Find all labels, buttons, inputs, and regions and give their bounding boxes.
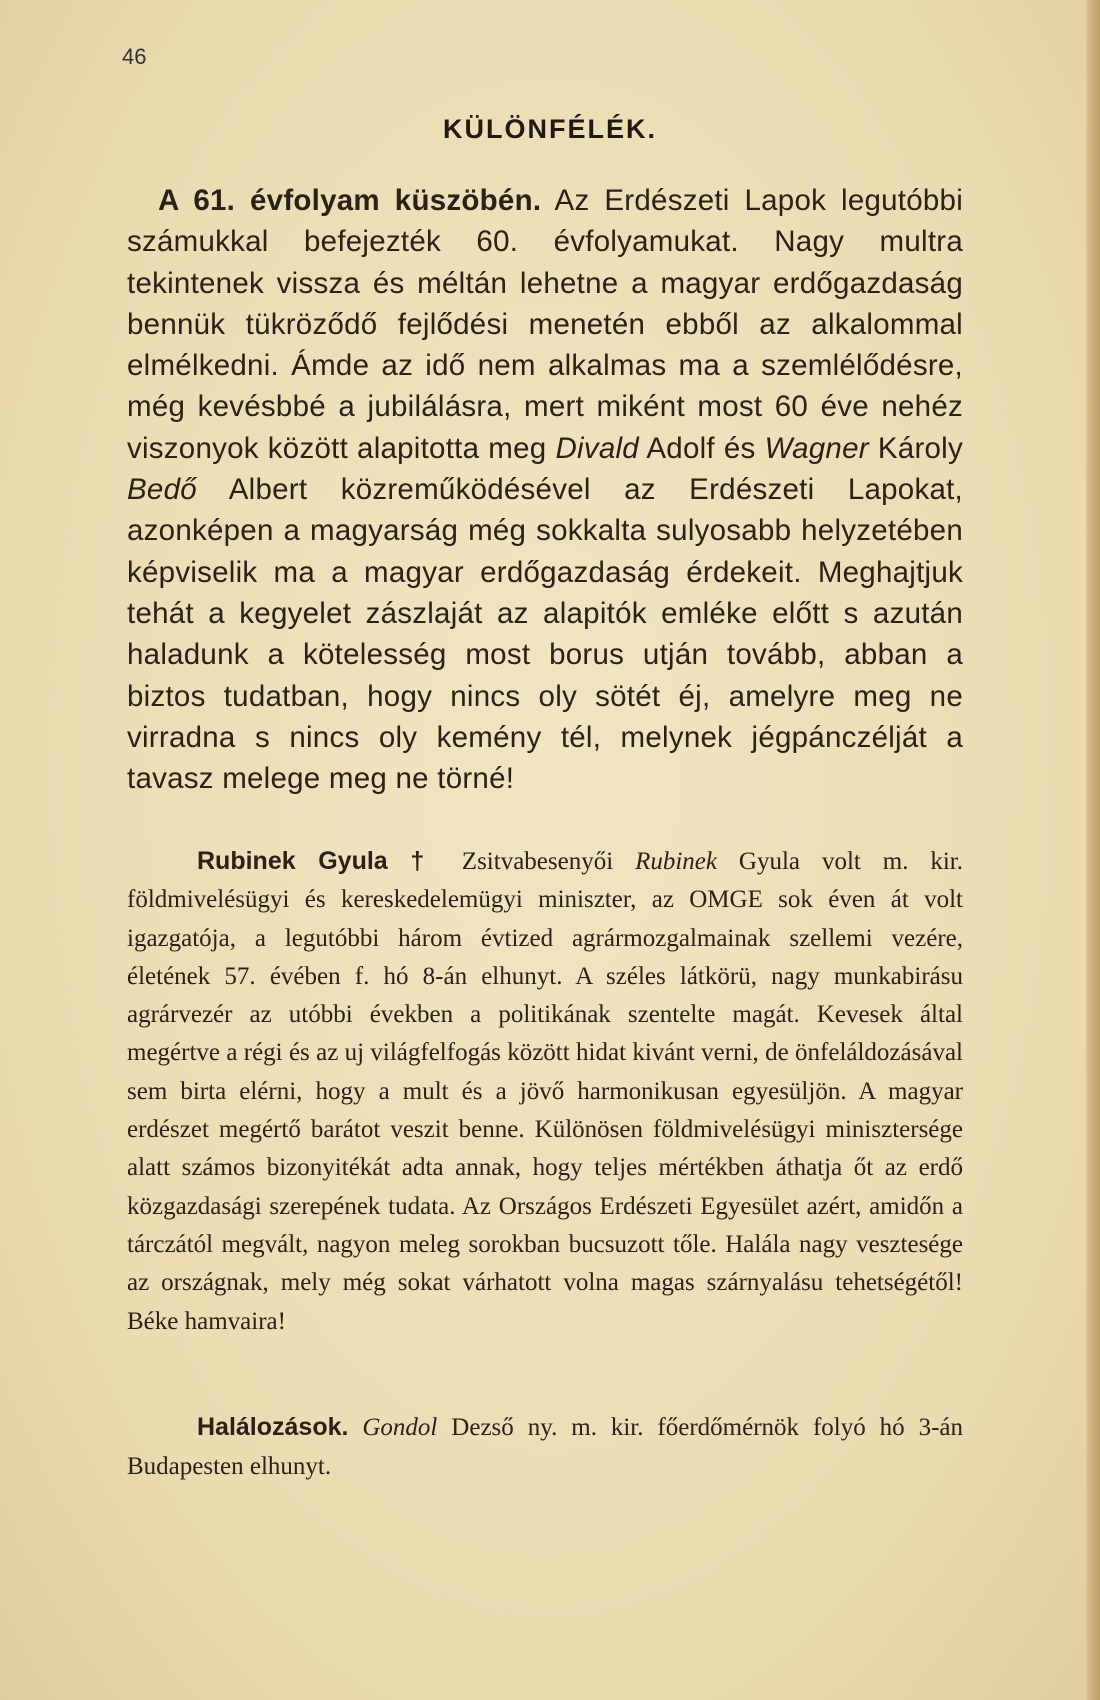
article-halalozasok bbox=[127, 1408, 963, 1486]
article-lead: Halálozások. bbox=[197, 1413, 349, 1441]
article-text: Zsitvabesenyői bbox=[439, 848, 636, 875]
person-name: Divald bbox=[555, 431, 639, 465]
person-name: Rubinek bbox=[635, 848, 718, 875]
person-name: Gondol bbox=[362, 1414, 438, 1441]
article-lead: Rubinek Gyula † bbox=[197, 847, 440, 875]
person-name: Bedő bbox=[127, 473, 197, 507]
section-heading: KÜLÖNFÉLÉK. bbox=[443, 114, 657, 144]
article-text: Albert közreműködésével az Erdészeti Lapokat, azonképen a magyarság még sokkalta sulyosabb helyzetében képviselik ma a magyar erdőgazdaság érdekeit. Meghajtjuk tehát a kegyelet zászlaját az alapitók emléke előtt s azután haladunk a kötelesség most borus utján tovább, abban a biztos tudatban, hogy nincs oly sötét éj, amelyre meg ne virradna s nincs oly kemény tél, melynek jégpánczélját a tavasz melege meg ne törné! bbox=[127, 473, 963, 796]
article-lead: A 61. évfolyam küszöbén. bbox=[158, 184, 542, 217]
article-text: Gyula volt m. kir. földmivelésügyi és kereskedelemügyi miniszter, az OMGE sok éven át volt igazgatója, a legutóbbi három évtized agrármozgalmainak szellemi vezére, életének 57. évében f. hó 8-án elhunyt. A széles látkörü, nagy munkabirásu agrárvezér az utóbbi években a politikának szentelte magát. Kevesek által megértve a régi és az uj világfelfogás között hidat kivánt verni, de önfeláldozásával sem birta elérni, hogy a mult és a jövő harmonikusan egyesüljön. A magyar erdészet megértő barátot veszit benne. Különösen földmivelésügyi minisztersége alatt számos bizonyitékát adta annak, hogy teljes mértékben áthatja őt az erdő közgazdasági szerepének tudata. Az Országos Erdészeti Egyesület azért, amidőn a tárczától megvált, nagyon meleg sorokban bucsuzott tőle. Halála nagy vesztesége az országnak, mely még sokat várhatott volna magas szárnyalásu tehetségétől! Béke hamvaira! bbox=[127, 848, 964, 1335]
article-text: Az Erdészeti Lapok legutóbbi számukkal befejezték 60. évfolyamukat. Nagy multra tekintenek vissza és méltán lehetne a magyar erdőgazdaság bennük tükröződő fejlődési menetén ebből az alkalommal elmélkedni. Ámde az idő nem alkalmas ma a szemlélődésre, még kevésbbé a jubilálásra, mert miként most 60 éve nehéz viszonyok között alapitotta meg bbox=[127, 184, 964, 465]
page-number: 46 bbox=[122, 44, 147, 69]
article-text: Károly bbox=[868, 431, 963, 465]
article-rubinek bbox=[127, 842, 963, 1341]
person-name: Wagner bbox=[764, 431, 869, 465]
article-evfolyam bbox=[127, 180, 963, 799]
article-text: Adolf és bbox=[638, 431, 765, 465]
page-edge bbox=[1086, 0, 1100, 1700]
article-text: Dezső ny. m. kir. főerdőmérnök folyó hó 3-án Budapesten elhunyt. bbox=[127, 1414, 963, 1480]
article-text bbox=[348, 1414, 362, 1441]
